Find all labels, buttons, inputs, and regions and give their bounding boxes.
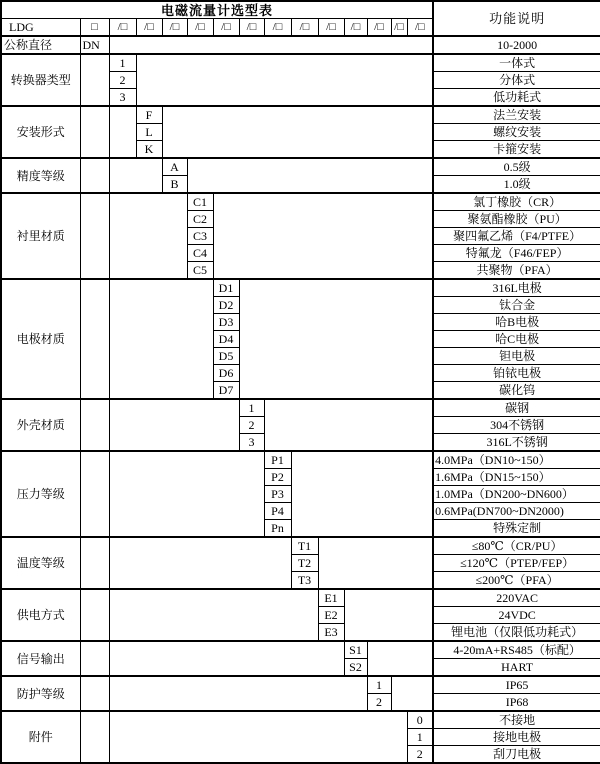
option-desc: 316L不锈钢 <box>433 434 600 452</box>
spacer-cell <box>80 193 109 279</box>
option-desc: 卡箍安装 <box>433 141 600 159</box>
option-desc: 1.0级 <box>433 176 600 194</box>
base-code-slot: □ <box>80 19 109 37</box>
section-label-electrode-material: 电极材质 <box>1 279 80 399</box>
spacer-cell <box>344 589 433 641</box>
option-code: B <box>162 176 187 194</box>
spacer-cell <box>109 158 162 193</box>
option-code: D2 <box>213 297 239 314</box>
code-slot-8: /□ <box>291 19 318 37</box>
spacer-cell <box>136 54 433 106</box>
option-desc: 低功耗式 <box>433 89 600 107</box>
section-label-signal-output: 信号输出 <box>1 641 80 676</box>
option-code: 1 <box>109 54 136 72</box>
option-code: P1 <box>264 451 291 469</box>
option-code: C5 <box>187 262 213 280</box>
code-slot-6: /□ <box>239 19 264 37</box>
option-code: D3 <box>213 314 239 331</box>
code-slot-5: /□ <box>213 19 239 37</box>
option-desc: 1.0MPa（DN200~DN600） <box>433 486 600 503</box>
code-slot-1: /□ <box>109 19 136 37</box>
spacer-cell <box>80 106 109 158</box>
option-code: T2 <box>291 555 318 572</box>
option-desc: 接地电极 <box>433 729 600 746</box>
option-code: F <box>136 106 162 124</box>
option-code: 1 <box>407 729 433 746</box>
spacer-cell <box>367 641 433 676</box>
option-code: P3 <box>264 486 291 503</box>
option-desc: 24VDC <box>433 607 600 624</box>
option-desc: 共聚物（PFA） <box>433 262 600 280</box>
option-desc: 碳化钨 <box>433 382 600 400</box>
option-code: 3 <box>239 434 264 452</box>
option-desc: 一体式 <box>433 54 600 72</box>
spacer-cell <box>109 36 433 54</box>
option-desc: 0.5级 <box>433 158 600 176</box>
option-code: 2 <box>239 417 264 434</box>
option-code: DN <box>80 36 109 54</box>
option-code: 2 <box>407 746 433 764</box>
option-code: E3 <box>318 624 344 642</box>
code-slot-12: /□ <box>391 19 407 37</box>
spacer-cell <box>162 106 433 158</box>
spacer-cell <box>318 537 433 589</box>
option-desc: 316L电极 <box>433 279 600 297</box>
option-code: 1 <box>367 676 391 694</box>
spacer-cell <box>80 54 109 106</box>
spacer-cell <box>80 589 109 641</box>
spacer-cell <box>80 537 109 589</box>
option-desc: 聚氨酯橡胶（PU） <box>433 211 600 228</box>
spacer-cell <box>80 676 109 711</box>
option-code: T3 <box>291 572 318 590</box>
option-desc: 螺纹安装 <box>433 124 600 141</box>
spacer-cell <box>213 193 433 279</box>
spacer-cell <box>109 711 407 763</box>
option-desc: 4.0MPa（DN10~150） <box>433 451 600 469</box>
option-code: 0 <box>407 711 433 729</box>
spacer-cell <box>80 641 109 676</box>
spacer-cell <box>109 279 213 399</box>
option-desc: 钽电极 <box>433 348 600 365</box>
code-slot-3: /□ <box>162 19 187 37</box>
section-label-liner-material: 衬里材质 <box>1 193 80 279</box>
option-code: S2 <box>344 659 367 677</box>
option-code: 2 <box>367 694 391 712</box>
function-column-header: 功能说明 <box>433 1 600 36</box>
option-code: D4 <box>213 331 239 348</box>
table-title: 电磁流量计选型表 <box>1 1 433 19</box>
option-code: E2 <box>318 607 344 624</box>
spacer-cell <box>291 451 433 537</box>
code-slot-9: /□ <box>318 19 344 37</box>
spacer-cell <box>391 676 433 711</box>
section-label-accuracy: 精度等级 <box>1 158 80 193</box>
option-code: T1 <box>291 537 318 555</box>
option-code: L <box>136 124 162 141</box>
option-desc: 不接地 <box>433 711 600 729</box>
spacer-cell <box>109 589 318 641</box>
spacer-cell <box>109 399 239 451</box>
section-label-converter-type: 转换器类型 <box>1 54 80 106</box>
option-desc: 4-20mA+RS485（标配） <box>433 641 600 659</box>
spacer-cell <box>109 537 291 589</box>
section-label-temperature-rating: 温度等级 <box>1 537 80 589</box>
option-code: D6 <box>213 365 239 382</box>
option-code: P4 <box>264 503 291 520</box>
model-prefix: LDG <box>1 19 80 37</box>
spacer-cell <box>80 451 109 537</box>
option-desc: ≤200℃（PFA） <box>433 572 600 590</box>
option-desc: 特氟龙（F46/FEP） <box>433 245 600 262</box>
section-label-diameter: 公称直径 <box>1 36 80 54</box>
spacer-cell <box>239 279 433 399</box>
code-slot-11: /□ <box>367 19 391 37</box>
option-code: D7 <box>213 382 239 400</box>
option-code: E1 <box>318 589 344 607</box>
option-desc: 碳钢 <box>433 399 600 417</box>
option-code: 1 <box>239 399 264 417</box>
option-desc: 氯丁橡胶（CR） <box>433 193 600 211</box>
option-desc: ≤80℃（CR/PU） <box>433 537 600 555</box>
spacer-cell <box>80 711 109 763</box>
option-desc: 304不锈钢 <box>433 417 600 434</box>
option-code: D1 <box>213 279 239 297</box>
spacer-cell <box>109 106 136 158</box>
option-desc: IP68 <box>433 694 600 712</box>
option-desc: 特殊定制 <box>433 520 600 538</box>
option-code: C4 <box>187 245 213 262</box>
option-desc: 法兰安装 <box>433 106 600 124</box>
spacer-cell <box>80 399 109 451</box>
option-desc: 0.6MPa(DN700~DN2000) <box>433 503 600 520</box>
option-desc: 1.6MPa（DN15~150） <box>433 469 600 486</box>
option-code: K <box>136 141 162 159</box>
option-desc: 钛合金 <box>433 297 600 314</box>
section-label-protection-rating: 防护等级 <box>1 676 80 711</box>
section-label-power-supply: 供电方式 <box>1 589 80 641</box>
option-desc: 铂铱电极 <box>433 365 600 382</box>
option-code: P2 <box>264 469 291 486</box>
section-label-installation: 安装形式 <box>1 106 80 158</box>
spacer-cell <box>109 641 344 676</box>
option-desc: 220VAC <box>433 589 600 607</box>
option-desc: 锂电池（仅限低功耗式） <box>433 624 600 642</box>
option-desc: HART <box>433 659 600 677</box>
option-desc: 哈C电极 <box>433 331 600 348</box>
option-desc: ≤120℃（PTEP/FEP） <box>433 555 600 572</box>
option-code: D5 <box>213 348 239 365</box>
section-label-accessories: 附件 <box>1 711 80 763</box>
spacer-cell <box>109 193 187 279</box>
spacer-cell <box>109 676 367 711</box>
option-code: S1 <box>344 641 367 659</box>
code-slot-7: /□ <box>264 19 291 37</box>
spacer-cell <box>80 158 109 193</box>
code-slot-13: /□ <box>407 19 433 37</box>
code-slot-10: /□ <box>344 19 367 37</box>
option-code: C3 <box>187 228 213 245</box>
code-slot-2: /□ <box>136 19 162 37</box>
option-desc: IP65 <box>433 676 600 694</box>
option-desc: 分体式 <box>433 72 600 89</box>
section-label-housing-material: 外壳材质 <box>1 399 80 451</box>
option-code: 3 <box>109 89 136 107</box>
option-code: A <box>162 158 187 176</box>
option-desc: 10-2000 <box>433 36 600 54</box>
option-code: C2 <box>187 211 213 228</box>
option-code: C1 <box>187 193 213 211</box>
option-desc: 哈B电极 <box>433 314 600 331</box>
spacer-cell <box>264 399 433 451</box>
option-code: 2 <box>109 72 136 89</box>
code-slot-4: /□ <box>187 19 213 37</box>
spacer-cell <box>109 451 264 537</box>
spacer-cell <box>187 158 433 193</box>
spacer-cell <box>80 279 109 399</box>
option-code: Pn <box>264 520 291 538</box>
option-desc: 聚四氟乙烯（F4/PTFE） <box>433 228 600 245</box>
option-desc: 刮刀电极 <box>433 746 600 764</box>
section-label-pressure-rating: 压力等级 <box>1 451 80 537</box>
